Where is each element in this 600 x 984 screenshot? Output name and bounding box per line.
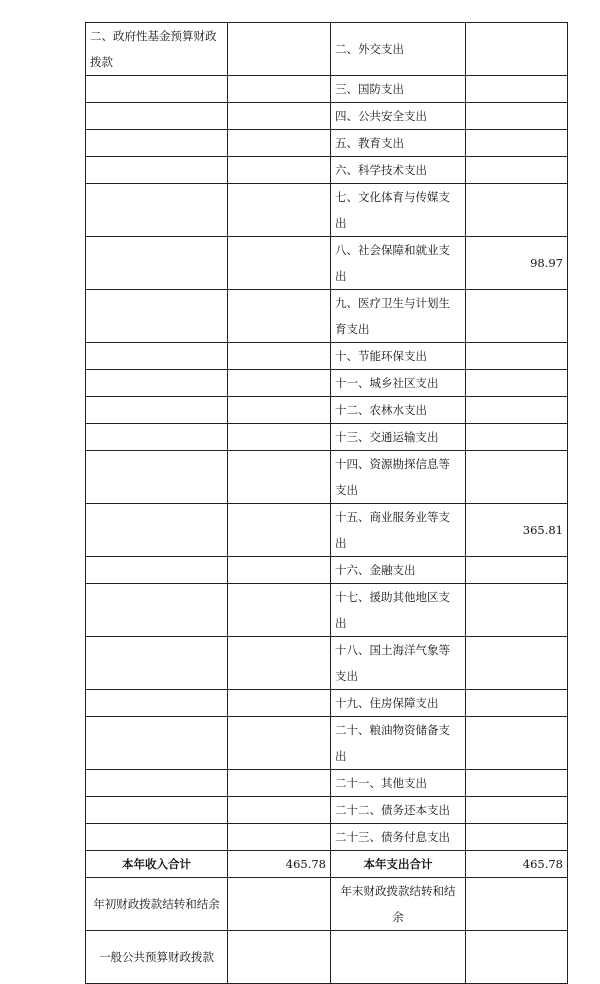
income-item-label bbox=[86, 157, 228, 184]
table-row bbox=[86, 770, 568, 797]
income-item-label bbox=[86, 504, 228, 557]
expense-item-value bbox=[466, 717, 568, 770]
table-row bbox=[86, 557, 568, 584]
income-item-value bbox=[228, 290, 331, 343]
expense-item-label: 二、外交支出 bbox=[331, 23, 466, 76]
table-row bbox=[86, 184, 568, 237]
carryover-row bbox=[86, 878, 568, 931]
income-item-value bbox=[228, 397, 331, 424]
income-item-label bbox=[86, 451, 228, 504]
income-item-label bbox=[86, 584, 228, 637]
expense-item-label: 十五、商业服务业等支出 bbox=[331, 504, 466, 557]
expense-item-label: 十九、住房保障支出 bbox=[331, 690, 466, 717]
expense-item-value bbox=[466, 824, 568, 851]
income-item-label: 二、政府性基金预算财政拨款 bbox=[86, 23, 228, 76]
expense-item-label: 三、国防支出 bbox=[331, 76, 466, 103]
expense-item-value: 365.81 bbox=[466, 504, 568, 557]
income-item-label bbox=[86, 370, 228, 397]
expense-item-value bbox=[466, 370, 568, 397]
table-row bbox=[86, 451, 568, 504]
income-item-value bbox=[228, 451, 331, 504]
expense-item-label: 五、教育支出 bbox=[331, 130, 466, 157]
table-row bbox=[86, 397, 568, 424]
expense-item-value bbox=[466, 451, 568, 504]
income-item-value bbox=[228, 504, 331, 557]
expense-item-label: 六、科学技术支出 bbox=[331, 157, 466, 184]
expense-item-value bbox=[466, 690, 568, 717]
expense-item-label: 十六、金融支出 bbox=[331, 557, 466, 584]
general-expense-value bbox=[466, 931, 568, 984]
table-row bbox=[86, 424, 568, 451]
table-row bbox=[86, 637, 568, 690]
expense-item-label: 二十一、其他支出 bbox=[331, 770, 466, 797]
table-row bbox=[86, 717, 568, 770]
expense-item-label: 十二、农林水支出 bbox=[331, 397, 466, 424]
income-item-label bbox=[86, 343, 228, 370]
income-item-label bbox=[86, 184, 228, 237]
expense-item-value bbox=[466, 23, 568, 76]
income-item-label bbox=[86, 770, 228, 797]
income-item-value bbox=[228, 184, 331, 237]
expense-item-label: 十三、交通运输支出 bbox=[331, 424, 466, 451]
expense-item-label: 十四、资源勘探信息等支出 bbox=[331, 451, 466, 504]
expense-item-label: 二十二、债务还本支出 bbox=[331, 797, 466, 824]
income-item-value bbox=[228, 343, 331, 370]
income-total-value: 465.78 bbox=[228, 851, 331, 878]
expense-item-value bbox=[466, 637, 568, 690]
expense-item-value bbox=[466, 130, 568, 157]
expense-item-value bbox=[466, 424, 568, 451]
expense-item-value bbox=[466, 557, 568, 584]
expense-item-label: 十一、城乡社区支出 bbox=[331, 370, 466, 397]
income-item-label bbox=[86, 824, 228, 851]
table-row bbox=[86, 103, 568, 130]
income-item-value bbox=[228, 690, 331, 717]
expense-item-label: 九、医疗卫生与计划生育支出 bbox=[331, 290, 466, 343]
expense-total-label: 本年支出合计 bbox=[331, 851, 466, 878]
income-item-value bbox=[228, 237, 331, 290]
income-item-value bbox=[228, 130, 331, 157]
opening-carryover-label: 年初财政拨款结转和结余 bbox=[86, 878, 228, 931]
income-item-value bbox=[228, 637, 331, 690]
income-item-value bbox=[228, 23, 331, 76]
expense-item-label: 二十、粮油物资储备支出 bbox=[331, 717, 466, 770]
expense-item-value bbox=[466, 397, 568, 424]
income-item-label bbox=[86, 76, 228, 103]
table-row bbox=[86, 504, 568, 557]
income-item-label bbox=[86, 290, 228, 343]
income-item-label bbox=[86, 690, 228, 717]
table-row bbox=[86, 237, 568, 290]
income-item-value bbox=[228, 76, 331, 103]
income-item-label bbox=[86, 637, 228, 690]
income-item-value bbox=[228, 584, 331, 637]
table-row bbox=[86, 130, 568, 157]
general-budget-label: 一般公共预算财政拨款 bbox=[86, 931, 228, 984]
income-item-label bbox=[86, 237, 228, 290]
income-item-label bbox=[86, 397, 228, 424]
expense-item-value bbox=[466, 584, 568, 637]
closing-carryover-value bbox=[466, 878, 568, 931]
income-item-value bbox=[228, 797, 331, 824]
expense-item-label: 八、社会保障和就业支出 bbox=[331, 237, 466, 290]
expense-item-label: 十、节能环保支出 bbox=[331, 343, 466, 370]
income-item-label bbox=[86, 797, 228, 824]
table-row bbox=[86, 290, 568, 343]
table-row bbox=[86, 584, 568, 637]
budget-table-body bbox=[86, 23, 568, 984]
expense-item-label: 四、公共安全支出 bbox=[331, 103, 466, 130]
income-item-value bbox=[228, 370, 331, 397]
table-row bbox=[86, 23, 568, 76]
income-item-label bbox=[86, 424, 228, 451]
table-row bbox=[86, 157, 568, 184]
expense-item-label: 二十三、债务付息支出 bbox=[331, 824, 466, 851]
income-item-label bbox=[86, 557, 228, 584]
income-item-value bbox=[228, 424, 331, 451]
table-row bbox=[86, 797, 568, 824]
expense-item-label: 十八、国土海洋气象等支出 bbox=[331, 637, 466, 690]
income-item-value bbox=[228, 717, 331, 770]
general-budget-row bbox=[86, 931, 568, 984]
income-item-value bbox=[228, 157, 331, 184]
general-expense-label bbox=[331, 931, 466, 984]
table-row bbox=[86, 370, 568, 397]
closing-carryover-label: 年末财政拨款结转和结余 bbox=[331, 878, 466, 931]
income-item-value bbox=[228, 557, 331, 584]
table-row bbox=[86, 343, 568, 370]
table-row bbox=[86, 76, 568, 103]
expense-item-value bbox=[466, 157, 568, 184]
expense-item-label: 七、文化体育与传媒支出 bbox=[331, 184, 466, 237]
expense-item-value: 98.97 bbox=[466, 237, 568, 290]
income-item-label bbox=[86, 103, 228, 130]
opening-carryover-value bbox=[228, 878, 331, 931]
expense-item-value bbox=[466, 343, 568, 370]
totals-row bbox=[86, 851, 568, 878]
expense-item-value bbox=[466, 797, 568, 824]
general-budget-value bbox=[228, 931, 331, 984]
budget-table bbox=[85, 22, 568, 984]
table-row bbox=[86, 824, 568, 851]
expense-item-value bbox=[466, 290, 568, 343]
expense-total-value: 465.78 bbox=[466, 851, 568, 878]
income-item-value bbox=[228, 103, 331, 130]
expense-item-label: 十七、援助其他地区支出 bbox=[331, 584, 466, 637]
expense-item-value bbox=[466, 770, 568, 797]
income-item-label bbox=[86, 717, 228, 770]
income-item-value bbox=[228, 770, 331, 797]
table-row bbox=[86, 690, 568, 717]
income-total-label: 本年收入合计 bbox=[86, 851, 228, 878]
expense-item-value bbox=[466, 103, 568, 130]
income-item-value bbox=[228, 824, 331, 851]
expense-item-value bbox=[466, 76, 568, 103]
income-item-label bbox=[86, 130, 228, 157]
expense-item-value bbox=[466, 184, 568, 237]
